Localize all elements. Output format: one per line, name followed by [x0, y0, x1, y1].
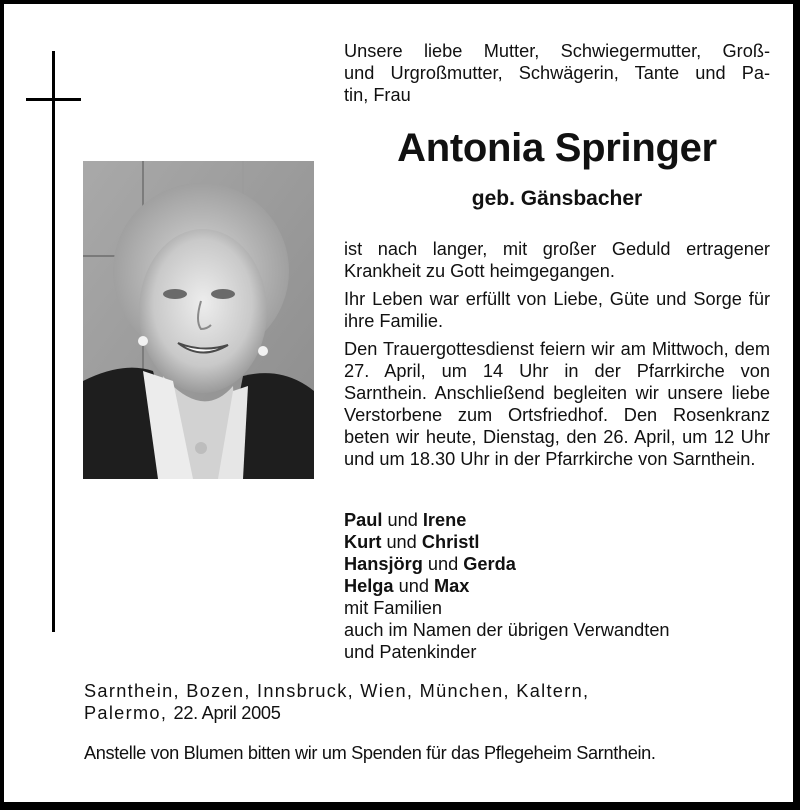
maiden-name: geb. Gänsbacher	[471, 187, 643, 210]
intro-line: tin, Frau	[344, 85, 411, 105]
joiner-text: und	[381, 532, 422, 552]
mourner-couple	[344, 509, 770, 531]
cross-icon-bar	[26, 98, 81, 101]
joiner-text: und	[393, 576, 434, 596]
places-line: Sarnthein, Bozen, Innsbruck, Wien, München, Kaltern,	[84, 681, 590, 701]
places-and-date	[84, 680, 589, 724]
notice-body	[344, 238, 770, 476]
mourner-name: Gerda	[463, 554, 516, 574]
mourner-couple	[344, 575, 770, 597]
mourners-list	[344, 509, 770, 663]
places-date-line	[84, 702, 589, 724]
deceased-name: Antonia Springer	[397, 126, 717, 170]
mourner-name: Helga	[344, 576, 394, 596]
mourner-name: Irene	[422, 510, 467, 530]
mourner-couple	[344, 553, 770, 575]
mourners-footer-line: mit Familien	[344, 598, 443, 618]
paragraph-passing: ist nach langer, mit großer Geduld ertragener Krankheit zu Gott heimgegangen.	[344, 239, 770, 281]
donation-note: Anstelle von Blumen bitten wir um Spenden für das Pflegeheim Sarnthein.	[84, 743, 656, 763]
joiner-text: und	[422, 554, 464, 574]
mourner-name: Max	[433, 576, 470, 596]
mourners-footer-line: auch im Namen der übrigen Verwandten	[344, 620, 670, 640]
paragraph-life: Ihr Leben war erfüllt von Liebe, Güte und Sorge für ihre Familie.	[344, 289, 770, 331]
mourners-footer-line: und Patenkinder	[344, 642, 477, 662]
joiner-text: und	[382, 510, 423, 530]
paragraph-funeral: Den Trauergottesdienst feiern wir am Mittwoch, dem 27. April, um 14 Uhr in der Pfarrkirche von Sarnthein. Anschließend begleiten wir unsere liebe Verstorbene zum Ortsfriedhof. Den Rosenkranz beten wir heute, Dienstag, den 26. April, um 12 Uhr und um 18.30 Uhr in der Pfarrkirche von Sarnthein.	[344, 339, 770, 469]
portrait-photo	[83, 161, 314, 479]
mourner-name: Christl	[421, 532, 480, 552]
intro-line: Unsere liebe Mutter, Schwiegermutter, Groß-	[344, 41, 770, 61]
mourner-name: Paul	[344, 510, 383, 530]
cross-icon	[52, 51, 55, 632]
mourner-couple	[344, 531, 770, 553]
places-line: Palermo,	[84, 703, 174, 723]
intro-text	[344, 40, 770, 106]
mourner-name: Kurt	[344, 532, 382, 552]
intro-line: und Urgroßmutter, Schwägerin, Tante und Pa-	[344, 63, 770, 83]
notice-date: 22. April 2005	[173, 703, 281, 723]
mourner-name: Hansjörg	[344, 554, 423, 574]
